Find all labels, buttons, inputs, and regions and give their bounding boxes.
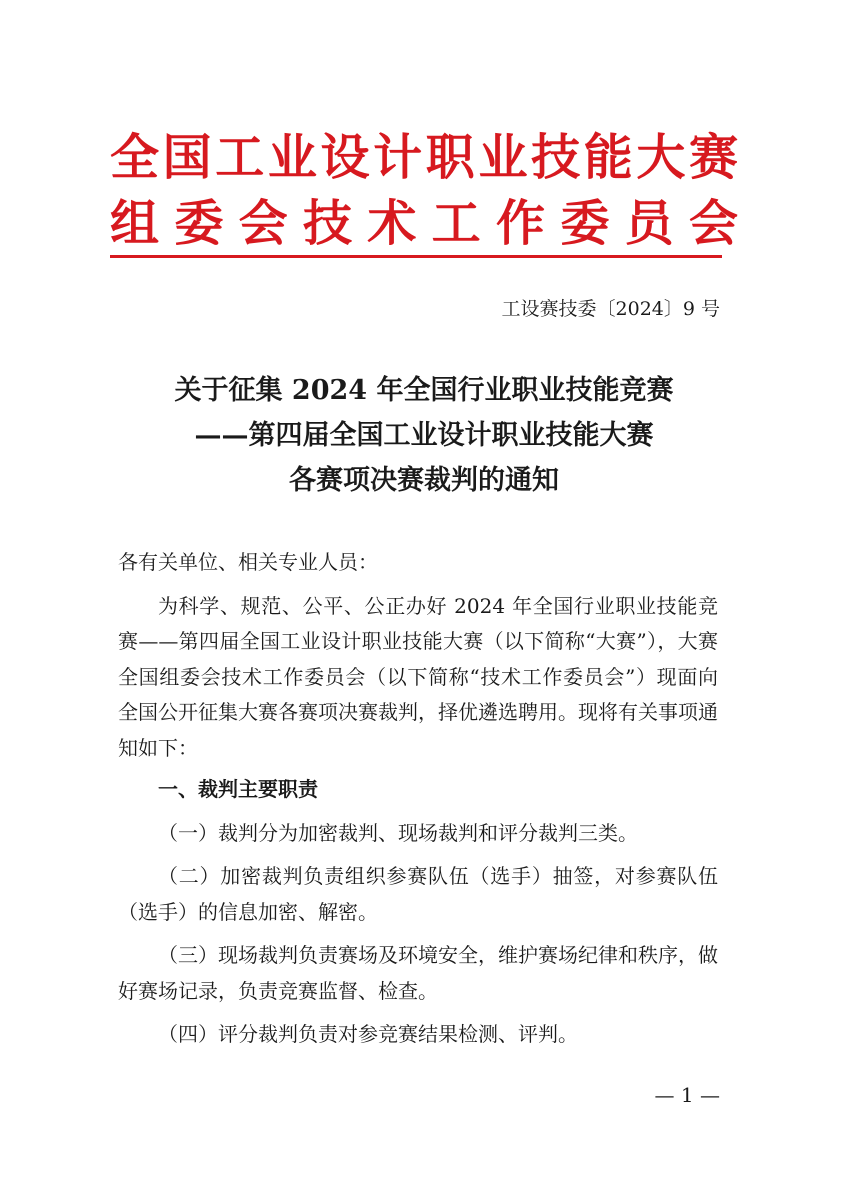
intro-paragraph: 为科学、规范、公平、公正办好 2024 年全国行业职业技能竞赛——第四届全国工业设计职业技能大赛（以下简称“大赛”），大赛全国组委会技术工作委员会（以下简称“技术工作委员会”）现面向全国公开征集大赛各赛项决赛裁判，择优遴选聘用。现将有关事项通知如下： — [118, 593, 718, 760]
duty-item-1: （一）裁判分为加密裁判、现场裁判和评分裁判三类。 — [158, 820, 638, 845]
document-title — [110, 368, 738, 503]
title-line1: 关于征集 2024 年全国行业职业技能竞赛 — [174, 375, 674, 406]
duty-item-3: （三）现场裁判负责赛场及环境安全，维护赛场纪律和秩序，做好赛场记录，负责竞赛监督、检查。 — [118, 943, 718, 1003]
org-name-line2: 组委会技术工作委员会 — [110, 195, 738, 252]
title-line2: ——第四届全国工业设计职业技能大赛 — [194, 420, 654, 451]
org-name-line1: 全国工业设计职业技能大赛 — [110, 129, 738, 186]
title-line3: 各赛项决赛裁判的通知 — [289, 465, 559, 496]
document-number: 工设赛技委〔2024〕9 号 — [501, 298, 720, 320]
red-header-divider — [110, 255, 722, 258]
section-heading-duties: 一、裁判主要职责 — [158, 777, 318, 801]
duty-item-4: （四）评分裁判负责对参竞赛结果检测、评判。 — [158, 1022, 578, 1046]
document-body — [118, 545, 718, 1053]
issuing-organization-header — [110, 128, 738, 254]
page-number: — 1 — — [654, 1083, 720, 1107]
salutation: 各有关单位、相关专业人员： — [118, 550, 378, 574]
duty-item-2: （二）加密裁判负责组织参赛队伍（选手）抽签，对参赛队伍（选手）的信息加密、解密。 — [118, 864, 718, 924]
